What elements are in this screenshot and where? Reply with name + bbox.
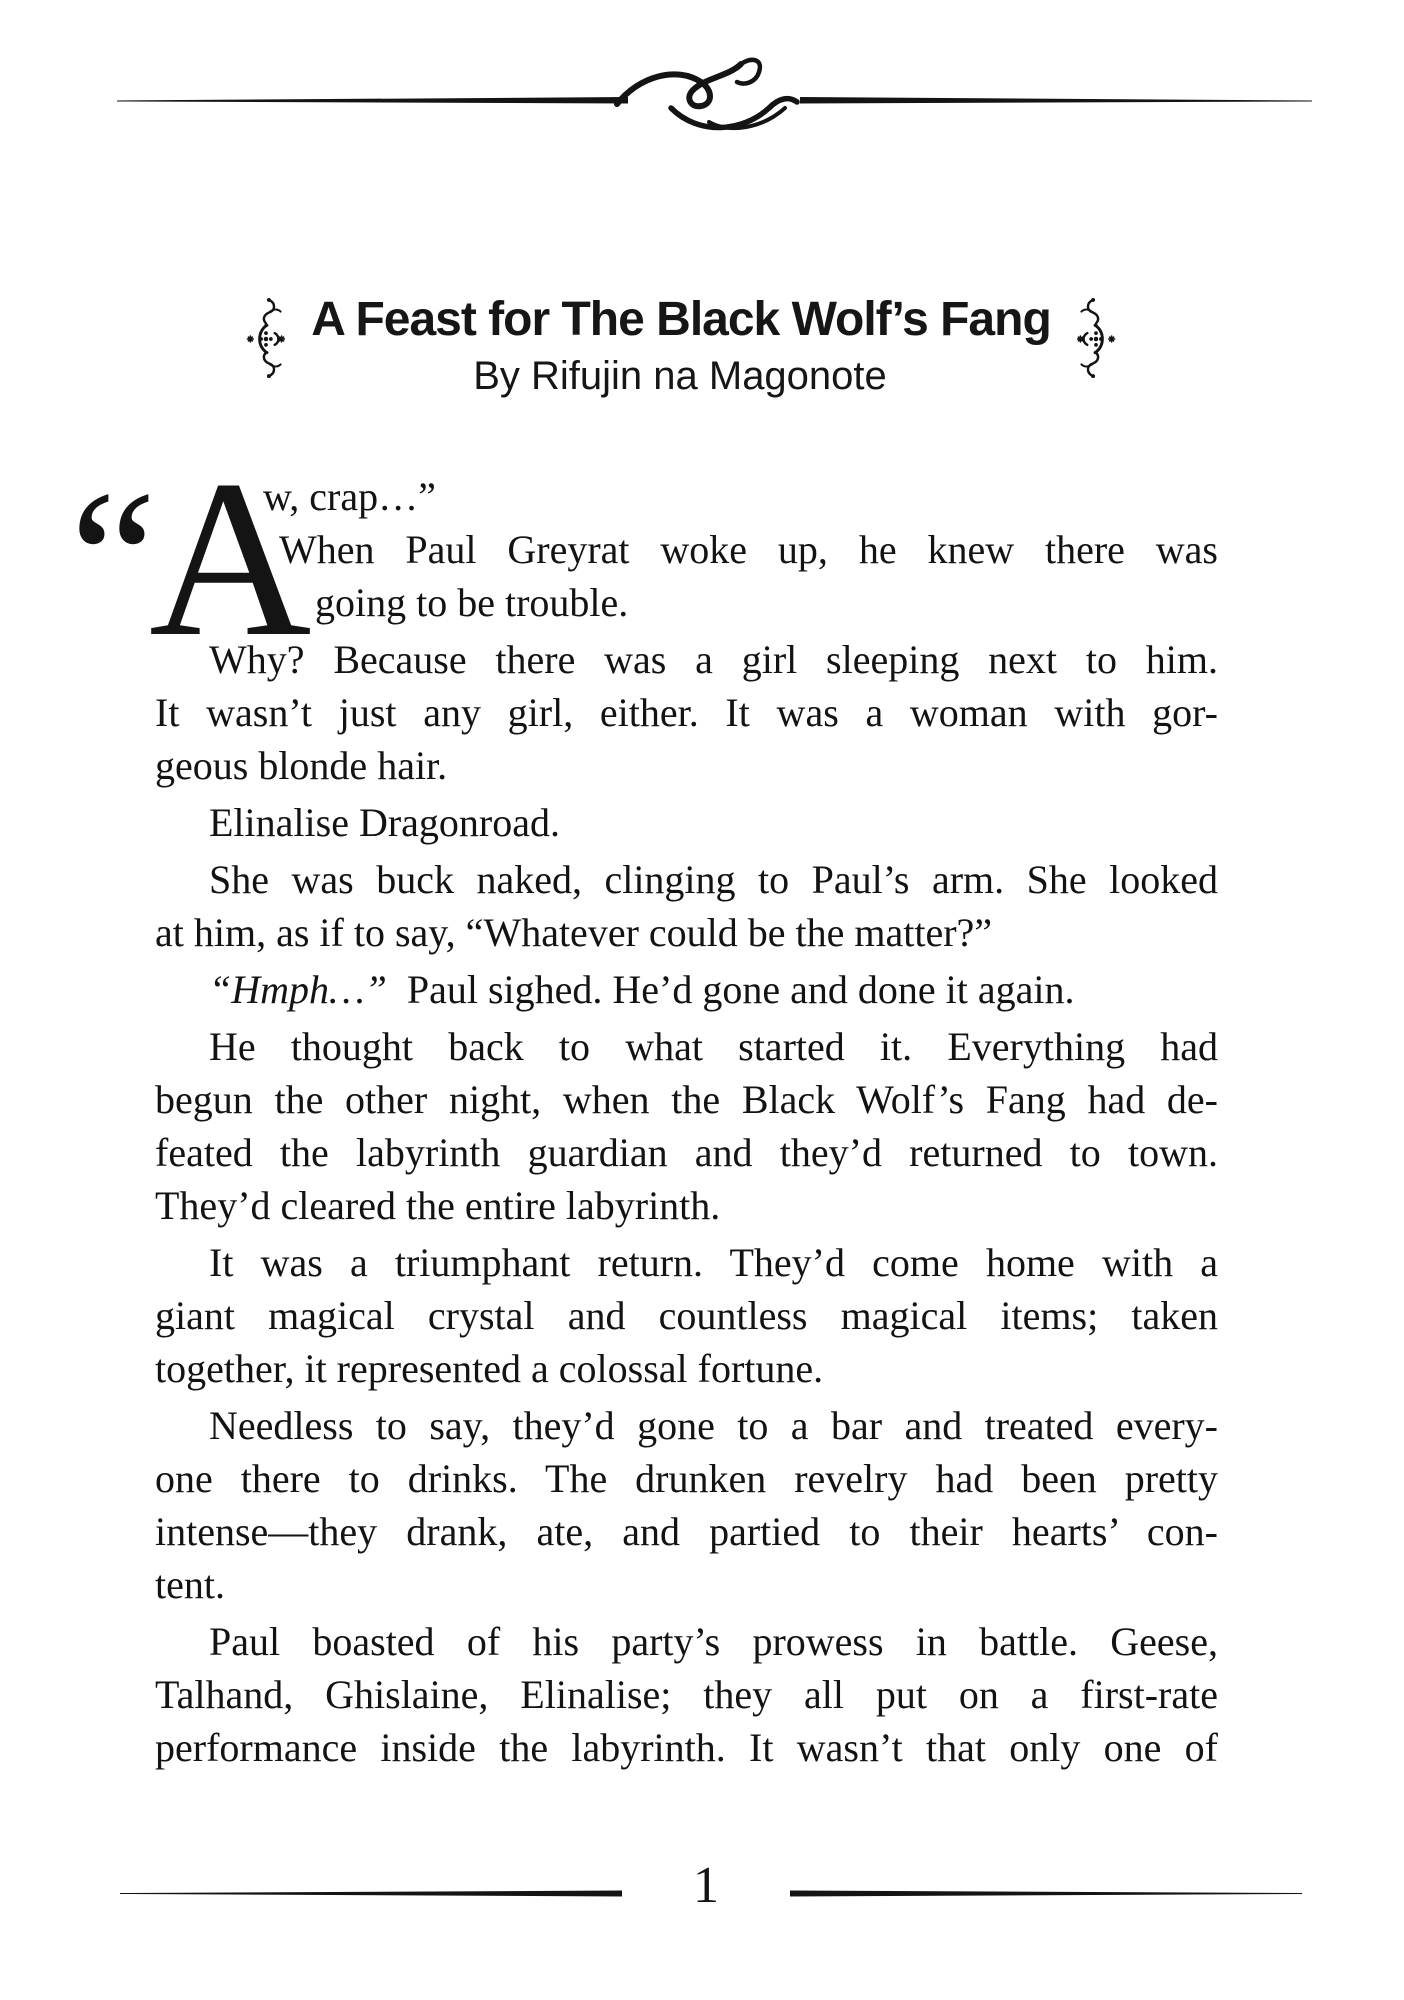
header-rule-right	[800, 96, 1312, 104]
text-line: begun the other night, when the Black Wolf’s Fang had de-	[155, 1077, 1218, 1122]
text-line: w, crap…”	[263, 474, 436, 519]
text-line: at him, as if to say, “Whatever could be the matter?”	[155, 910, 993, 955]
text-line: She was buck naked, clinging to Paul’s arm. She looked	[209, 857, 1218, 902]
text-line: He thought back to what started it. Everything had	[209, 1024, 1218, 1069]
text-line: one there to drinks. The drunken revelry had been pretty	[155, 1456, 1218, 1501]
text-line: intense—they drank, ate, and partied to their hearts’ con-	[155, 1509, 1218, 1554]
paragraph	[155, 1399, 1218, 1611]
page-number: 1	[693, 1857, 719, 1914]
text-line: It was a triumphant return. They’d come home with a	[209, 1240, 1218, 1285]
text-line: going to be trouble.	[315, 580, 629, 625]
page-title: A Feast for The Black Wolf’s Fang	[311, 293, 1051, 346]
text-line: tent.	[155, 1562, 225, 1607]
text-line: Paul boasted of his party’s prowess in battle. Geese,	[209, 1619, 1218, 1664]
paragraph	[155, 853, 1218, 959]
paragraph	[155, 1236, 1218, 1395]
text-line: giant magical crystal and countless magical items; taken	[155, 1293, 1218, 1338]
text-line: performance inside the labyrinth. It wasn’t that only one of	[155, 1725, 1218, 1770]
text-line: They’d cleared the entire labyrinth.	[155, 1183, 721, 1228]
footer-rule-left	[120, 1890, 622, 1897]
paragraph	[155, 796, 1218, 849]
text-line: “Hmph…” Paul sighed. He’d gone and done it again.	[209, 967, 1075, 1012]
text-line: Talhand, Ghislaine, Elinalise; they all put on a first-rate	[155, 1672, 1218, 1717]
opening-quote-mark: “	[70, 451, 157, 667]
text-line: geous blonde hair.	[155, 743, 448, 788]
text-line: together, it represented a colossal fortune.	[155, 1346, 824, 1391]
story-body	[70, 433, 1218, 1778]
text-line: It wasn’t just any girl, either. It was a woman with gor-	[155, 690, 1218, 735]
header-swirl-flourish-icon	[613, 52, 815, 144]
paragraph	[155, 963, 1218, 1016]
header-rule-left	[117, 96, 628, 104]
text-line: feated the labyrinth guardian and they’d returned to town.	[155, 1130, 1218, 1175]
text-line: When Paul Greyrat woke up, he knew there was	[279, 527, 1218, 572]
text-line: Why? Because there was a girl sleeping next to him.	[209, 637, 1218, 682]
paragraph	[155, 1615, 1218, 1774]
paragraph	[155, 1020, 1218, 1232]
footer-rule-right	[790, 1890, 1302, 1897]
paragraph	[155, 633, 1218, 792]
byline: By Rifujin na Magonote	[473, 354, 887, 398]
text-line: Needless to say, they’d gone to a bar and treated every-	[209, 1403, 1218, 1448]
text-line: Elinalise Dragonroad.	[209, 800, 560, 845]
drop-cap-letter: A	[149, 433, 312, 683]
